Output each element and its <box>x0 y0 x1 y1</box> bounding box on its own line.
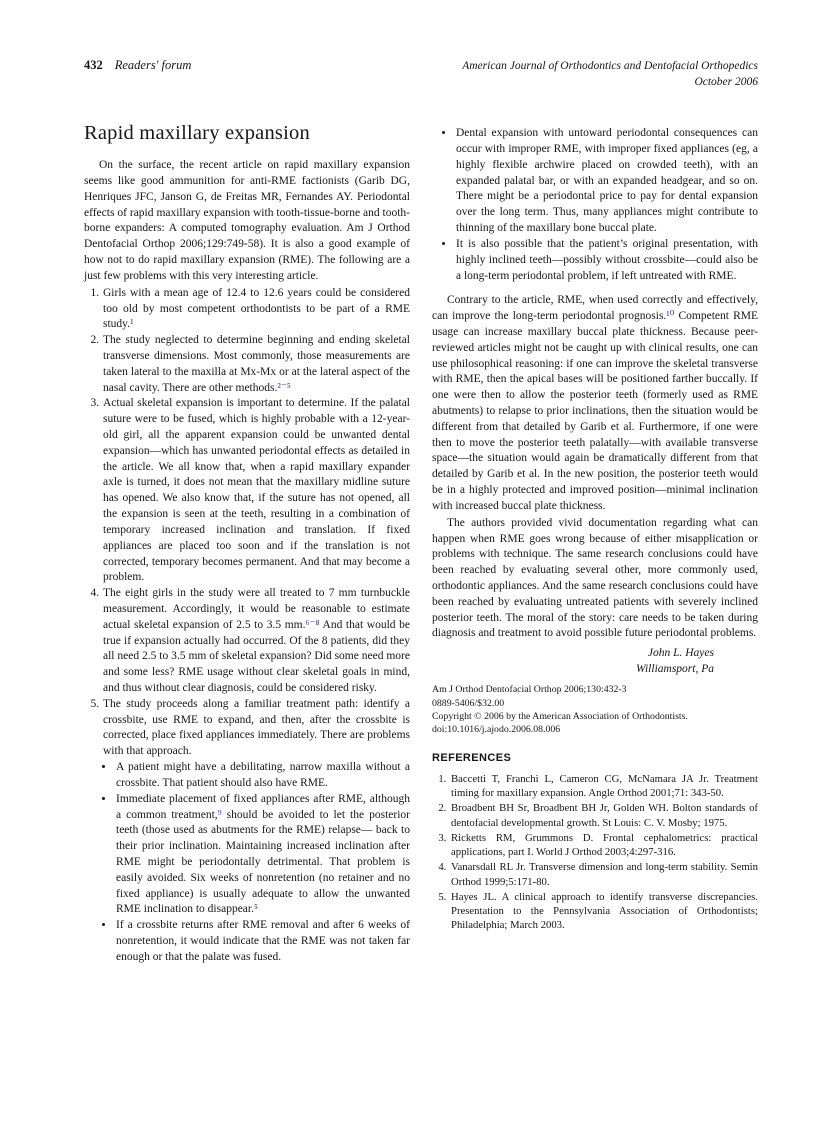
citation-superscript[interactable]: ⁹ <box>217 808 222 821</box>
reference-item: 2. Broadbent BH Sr, Broadbent BH Jr, Golden WH. Bolton standards of dentofacial developmental growth. St Louis: C. V. Mosby; 1975. <box>449 801 758 829</box>
intro-paragraph: On the surface, the recent article on rapid maxillary expansion seems like good ammunition for anti-RME factionists (Garib DG, Henriques JFC, Janson G, de Freitas MR, Fernandes AY. Periodontal effects of rapid maxillary expansion with tooth-tissue-borne and tooth-borne expanders: A computed tomography evaluation. Am J Orthod Dentofacial Orthop 2006;129:749-58). It is also a good example of how not to do rapid maxillary expansion (RME). The following are a just few problems with this very interesting article. <box>84 159 410 282</box>
two-column-layout <box>84 122 758 965</box>
reference-item: 5. Hayes JL. A clinical approach to identify transverse discrepancies. Presentation to the Pennsylvania Association of Orthodontists; Philadelphia; March 2003. <box>449 890 758 933</box>
journal-title: American Journal of Orthodontics and Dentofacial Orthopedics <box>462 60 758 72</box>
reference-item: 4. Vanarsdall RL Jr. Transverse dimension and long-term stability. Semin Orthod 1999;5:171-80. <box>449 860 758 888</box>
left-bullet-list <box>84 760 410 966</box>
running-head-left <box>84 58 191 73</box>
citation-superscript[interactable]: ²⁻⁵ <box>277 381 291 394</box>
signature-location: Williamsport, Pa <box>636 663 714 676</box>
signature-name: John L. Hayes <box>647 647 714 660</box>
references-heading: REFERENCES <box>432 751 512 764</box>
page-header <box>84 58 758 90</box>
page-number: 432 <box>84 58 103 72</box>
running-head-right <box>462 58 758 90</box>
article-title: Rapid maxillary expansion <box>84 122 310 145</box>
citation-superscript[interactable]: ¹ <box>130 318 134 331</box>
citation-superscript[interactable]: ¹⁰ <box>666 310 675 323</box>
citation-line: 0889-5406/$32.00 <box>432 697 505 709</box>
body-paragraph: The authors provided vivid documentation regarding what can happen when RME goes wrong because of either misapplication or problems with technique. The same research conclusions could have been reached by evaluating several other, more commonly used, orthodontic appliances. And the same research conclusions could have been reached by evaluating untreated patients with severely inclined posterior teeth. The moral of the story: care needs to be taken during diagnosis and treatment to avoid possible future periodontal problems. <box>432 516 758 640</box>
citation-superscript[interactable]: ⁵ <box>253 903 258 916</box>
references-list <box>432 772 758 933</box>
citation-line: doi:10.1016/j.ajodo.2006.08.006 <box>432 723 561 735</box>
bullet-item: • A patient might have a debilitating, narrow maxilla without a crossbite. That patient should also have RME. <box>115 760 410 792</box>
numbered-item: 5. The study proceeds along a familiar treatment path: identify a crossbite, use RME to expand, and then, after the crossbite is corrected, place fixed appliances immediately. There are problems with that approach. <box>102 697 410 760</box>
reference-item: 1. Baccetti T, Franchi L, Cameron CG, McNamara JA Jr. Treatment timing for maxillary expansion. Angle Orthod 2001;71: 343-50. <box>449 772 758 800</box>
numbered-item: 3. Actual skeletal expansion is important to determine. If the palatal suture were to be fused, which is highly probable with a 12-year-old girl, all the apparent expansion could be unwanted dental expansion—which has unwanted periodontal effects as detailed in the article. We all know that, when a rapid maxillary expander axle is turned, it does not mean that the maxillary midline suture has opened. We also know that, if the suture has not opened, all the expansion is seen at the teeth, resulting in a combination of temporary increased inclination and translation. If fixed appliances are placed too soon and if the translation is not corrected, temporary becomes permanent. And that may become a problem. <box>102 396 410 586</box>
citation-line: Copyright © 2006 by the American Association of Orthodontists. <box>432 710 688 722</box>
right-column <box>432 122 758 965</box>
left-column <box>84 122 410 965</box>
section-title: Readers' forum <box>114 58 192 72</box>
citation-superscript[interactable]: ⁶⁻⁸ <box>305 618 320 631</box>
bullet-item: • Dental expansion with untoward periodontal consequences can occur with improper RME, with improper fixed appliances (eg, a highly flexible archwire placed on crowded teeth), with an expanded palatal bar, or with an expanded headgear, and so on. There might be a periodontal price to pay for dental expansion over the long term. Thus, many appliances might contribute to thinning of the maxillary bone buccal plate. <box>455 126 758 237</box>
numbered-item: 2. The study neglected to determine beginning and ending skeletal transverse dimensions. Most commonly, those measurements are taken lateral to the maxilla at Mx-Mx or at the lateral aspect of the nasal cavity. There are other methods.²⁻⁵ <box>102 333 410 396</box>
bullet-item: • If a crossbite returns after RME removal and after 6 weeks of nonretention, it would indicate that the RME was not taken far enough or that the palate was fused. <box>115 918 410 965</box>
signature-block <box>432 645 758 677</box>
right-bullet-list <box>432 126 758 284</box>
citation-line: Am J Orthod Dentofacial Orthop 2006;130:432-3 <box>432 684 627 696</box>
numbered-item: 1. Girls with a mean age of 12.4 to 12.6 years could be considered too old by most competent orthodontists to be part of a RME study.¹ <box>102 286 410 333</box>
reference-item: 3. Ricketts RM, Grummons D. Frontal cephalometrics: practical applications, part I. World J Orthod 2003;4:297-316. <box>449 831 758 859</box>
body-paragraph: Contrary to the article, RME, when used correctly and effectively, can improve the long-term periodontal prognosis.¹⁰ Competent RME usage can increase maxillary buccal plate thickness. Because peer-reviewed articles might not be caught up with clinical results, one can use philosophical reasoning: if one can improve the skeletal transverse with RME, then the apical bases will be positioned farther buccally. If one were then to allow the posterior teeth (formerly used as RME abutments) to relapse to prior inclinations, then the situation would be different from that detailed by Garib et al. Furthermore, if one were then to move the posterior teeth palatally—with available transverse space—the situation would again be dramatically different from that detailed by Garib et al. In the new position, the posterior teeth would be in a highly protected and improved position—minimal inclination with increased buccal plate thickness. <box>432 294 758 512</box>
issue-date: October 2006 <box>694 76 758 89</box>
bullet-item: • Immediate placement of fixed appliances after RME, although a common treatment,⁹ should be avoided to let the posterior teeth (those used as abutments for the RME) relapse— back to their prior inclination. Maintaining increased inclination after RME might be periodontally detrimental. That problem is easily avoided. Six weeks of nonretention (no retainer and no fixed appliance) is usually adequate to allow the unwanted RME inclination to disappear.⁵ <box>115 792 410 919</box>
numbered-list <box>84 286 410 760</box>
bullet-item: • It is also possible that the patient’s original presentation, with highly inclined teeth—possibly without crossbite—could also be a long-term periodontal problem, if left untreated with RME. <box>455 237 758 284</box>
citation-block <box>432 683 758 736</box>
closing-paragraphs <box>432 293 758 642</box>
numbered-item: 4. The eight girls in the study were all treated to 7 mm turnbuckle measurement. Accordingly, it would be reasonable to estimate actual skeletal expansion of 2.5 to 3.5 mm.⁶⁻⁸ And that would be true if expansion actually had occurred. Of the 8 patients, did they all need 2.5 to 3.5 mm of skeletal expansion? Did some need more and some less? RME usage without clear skeletal goals in mind, and thus without clear diagnosis, could be considered risky. <box>102 586 410 697</box>
